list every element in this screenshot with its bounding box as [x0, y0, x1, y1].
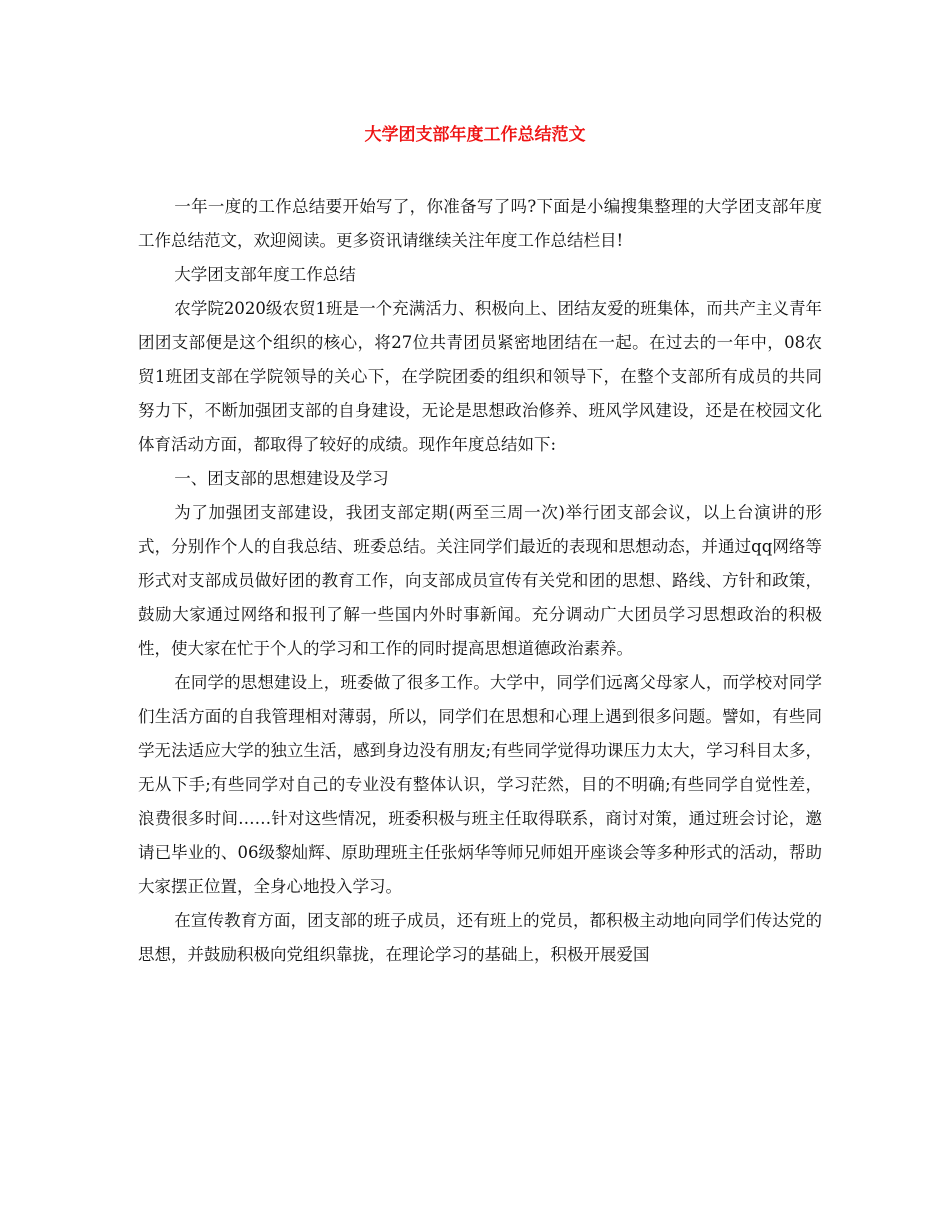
paragraph-thought-building: 在同学的思想建设上，班委做了很多工作。大学中，同学们远离父母家人，而学校对同学们生活方面的自我管理相对薄弱，所以，同学们在思想和心理上遇到很多问题。譬如，有些同学无法适应大学的独立生活，感到身边没有朋友;有些同学觉得功课压力太大，学习科目太多，无从下手;有些同学对自己的专业没有整体认识，学习茫然，目的不明确;有些同学自觉性差，浪费很多时间……针对这些情况，班委积极与班主任取得联系，商讨对策，通过班会讨论，邀请已毕业的、06级黎灿辉、原助理班主任张炳华等师兄师姐开座谈会等多种形式的活动，帮助大家摆正位置，全身心地投入学习。 [138, 673, 822, 896]
document-body [138, 190, 822, 972]
document-title: 大学团支部年度工作总结范文 [364, 125, 586, 145]
paragraph-overview: 农学院2020级农贸1班是一个充满活力、积极向上、团结友爱的班集体，而共产主义青年团团支部便是这个组织的核心，将27位共青团员紧密地团结在一起。在过去的一年中，08农贸1班团支部在学院领导的关心下，在学院团委的组织和领导下，在整个支部所有成员的共同努力下，不断加强团支部的自身建设，无论是思想政治修养、班风学风建设，还是在校园文化体育活动方面，都取得了较好的成绩。现作年度总结如下: [138, 299, 822, 454]
paragraph-publicity: 在宣传教育方面，团支部的班子成员，还有班上的党员，都积极主动地向同学们传达党的思想，并鼓励积极向党组织靠拢，在理论学习的基础上，积极开展爱国 [138, 911, 822, 964]
section-heading-1: 一、团支部的思想建设及学习 [174, 469, 389, 488]
paragraph-subtitle: 大学团支部年度工作总结 [174, 265, 356, 284]
paragraph-intro: 一年一度的工作总结要开始写了，你准备写了吗?下面是小编搜集整理的大学团支部年度工作总结范文，欢迎阅读。更多资讯请继续关注年度工作总结栏目! [138, 197, 822, 250]
paragraph-meetings: 为了加强团支部建设，我团支部定期(两至三周一次)举行团支部会议，以上台演讲的形式，分别作个人的自我总结、班委总结。关注同学们最近的表现和思想动态，并通过qq网络等形式对支部成员做好团的教育工作，向支部成员宣传有关党和团的思想、路线、方针和政策，鼓励大家通过网络和报刊了解一些国内外时事新闻。充分调动广大团员学习思想政治的积极性，使大家在忙于个人的学习和工作的同时提高思想道德政治素养。 [138, 503, 822, 658]
